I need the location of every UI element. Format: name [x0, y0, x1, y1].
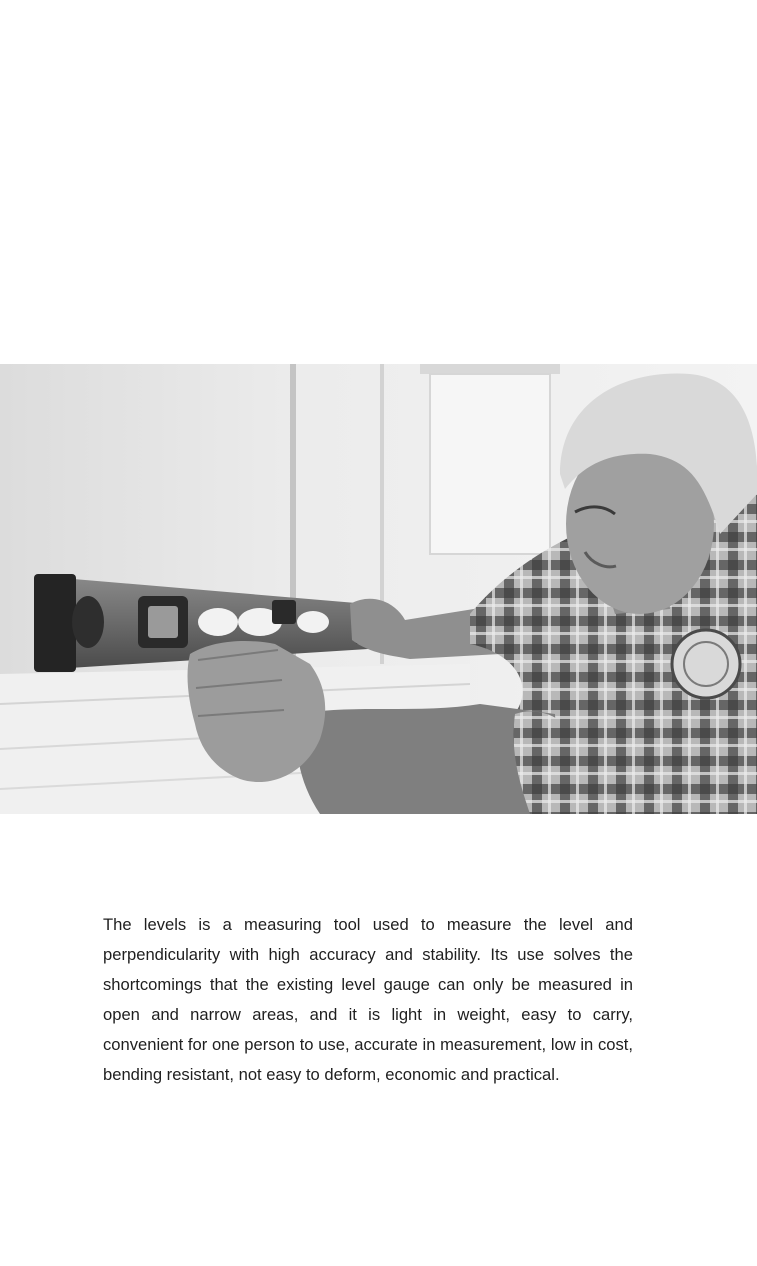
product-photo [0, 364, 757, 814]
product-description: The levels is a measuring tool used to measure the level and perpendicularity with high accuracy and stability. Its use solves the shortcomings that the existing level gauge can only be measured in open and narrow areas, and it is light in weight, easy to carry, convenient for one person to use, accurate in measurement, low in cost, bending resistant, not easy to deform, economic and practical. [103, 915, 633, 1084]
